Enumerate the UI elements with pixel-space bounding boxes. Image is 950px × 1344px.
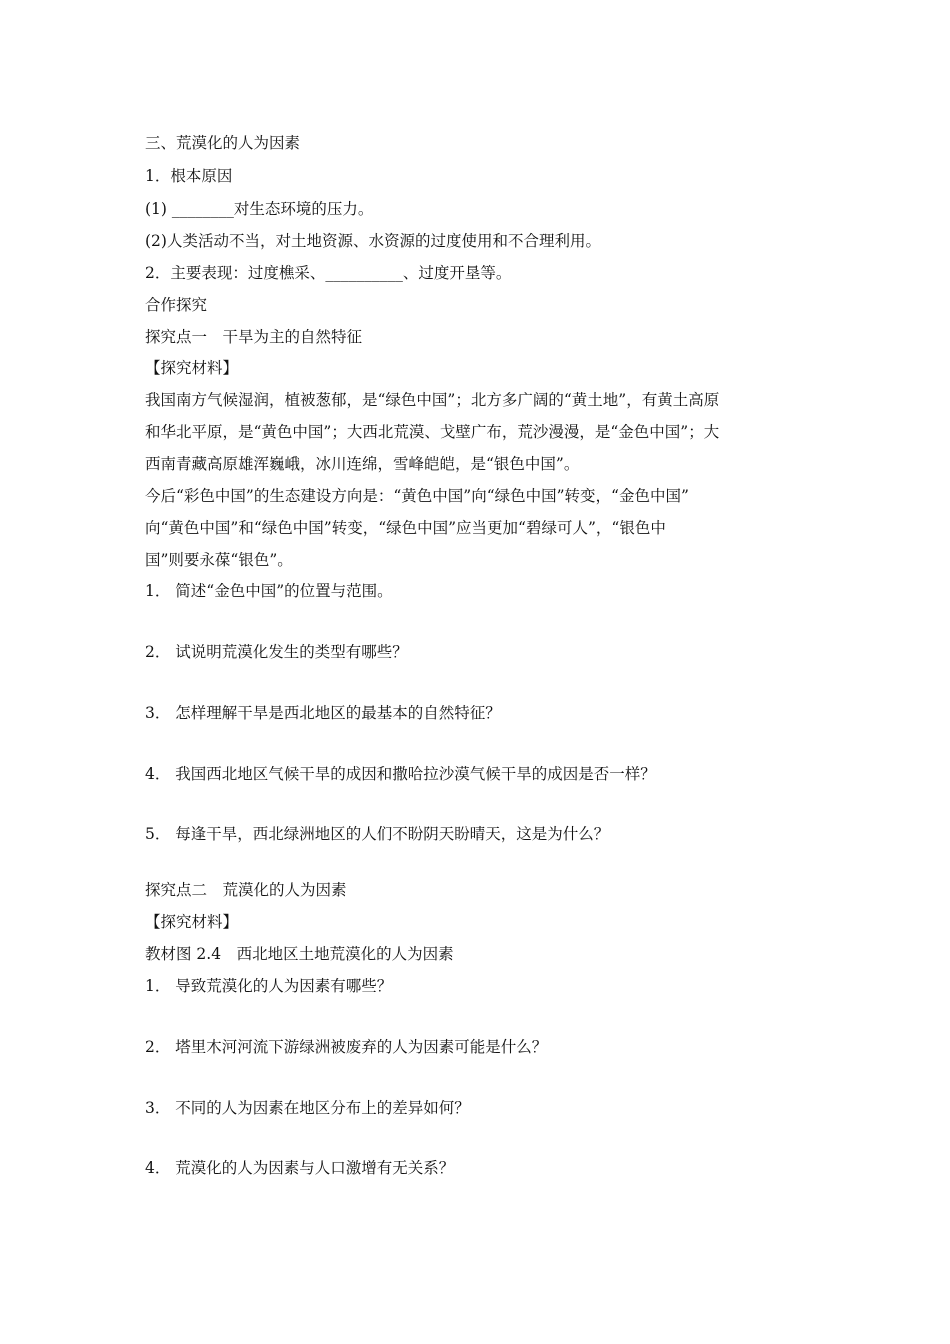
material-line: 西南青藏高原雄浑巍峨，冰川连绵，雪峰皑皑，是“银色中国”。 — [145, 455, 580, 473]
question: 5． 每逢干旱，西北绿洲地区的人们不盼阴天盼晴天，这是为什么？ — [145, 825, 610, 843]
item-1-sub-2: (2)人类活动不当，对土地资源、水资源的过度使用和不合理利用。 — [145, 232, 601, 250]
question: 4． 荒漠化的人为因素与人口激增有无关系？ — [145, 1159, 455, 1177]
material-line: 国”则要永葆“银色”。 — [145, 551, 293, 569]
point-1-title: 探究点一 干旱为主的自然特征 — [145, 328, 363, 346]
item-2: 2．主要表现：过度樵采、__________、过度开垦等。 — [145, 264, 512, 282]
question: 3． 不同的人为因素在地区分布上的差异如何？ — [145, 1099, 470, 1117]
item-1-title: 1．根本原因 — [145, 167, 233, 185]
material-line: 和华北平原，是“黄色中国”；大西北荒漠、戈壁广布，荒沙漫漫，是“金色中国”；大 — [145, 423, 720, 441]
question: 1． 简述“金色中国”的位置与范围。 — [145, 582, 393, 600]
item-1-sub-1: (1) ________对生态环境的压力。 — [145, 200, 374, 218]
question: 3． 怎样理解干旱是西北地区的最基本的自然特征？ — [145, 704, 501, 722]
question: 4． 我国西北地区气候干旱的成因和撒哈拉沙漠气候干旱的成因是否一样？ — [145, 765, 656, 783]
point-1-material-label: 【探究材料】 — [145, 359, 239, 377]
point-2-material-ref: 教材图 2.4 西北地区土地荒漠化的人为因素 — [145, 945, 454, 963]
material-line: 向“黄色中国”和“绿色中国”转变，“绿色中国”应当更加“碧绿可人”，“银色中 — [145, 519, 666, 537]
material-line: 今后“彩色中国”的生态建设方向是：“黄色中国”向“绿色中国”转变，“金色中国” — [145, 487, 689, 505]
point-2-material-label: 【探究材料】 — [145, 913, 239, 931]
cooperative-heading: 合作探究 — [145, 296, 208, 314]
material-line: 我国南方气候湿润，植被葱郁，是“绿色中国”；北方多广阔的“黄土地”，有黄土高原 — [145, 391, 720, 409]
point-2-title: 探究点二 荒漠化的人为因素 — [145, 881, 347, 899]
section-heading: 三、荒漠化的人为因素 — [145, 134, 301, 152]
question: 2． 试说明荒漠化发生的类型有哪些？ — [145, 643, 408, 661]
question: 2． 塔里木河河流下游绿洲被废弃的人为因素可能是什么？ — [145, 1038, 548, 1056]
question: 1． 导致荒漠化的人为因素有哪些？ — [145, 977, 393, 995]
